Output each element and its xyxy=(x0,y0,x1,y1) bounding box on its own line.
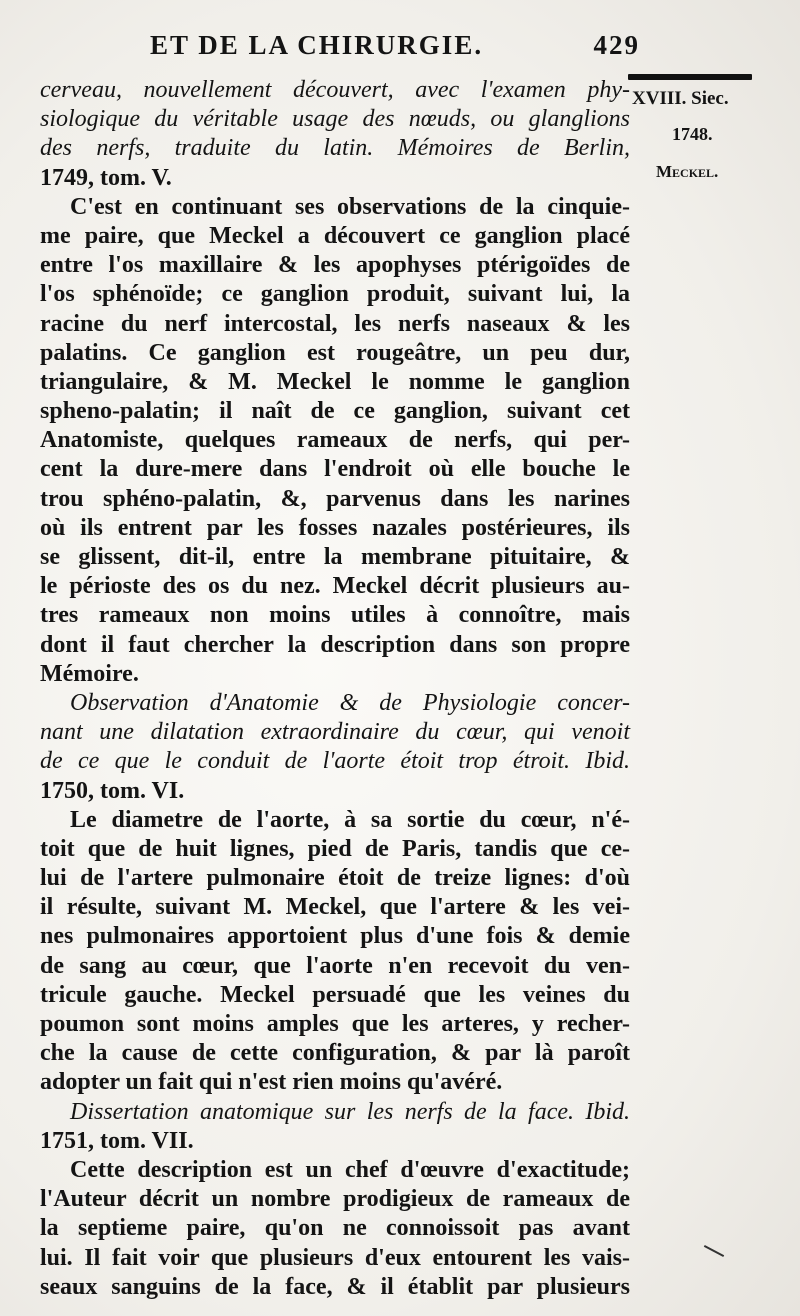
text-line: Anatomiste, quelques rameaux de nerfs, qui per- xyxy=(40,427,630,454)
margin-century: XVIII. Siec. xyxy=(632,88,729,109)
text-line: triangulaire, & M. Meckel le nomme le ganglion xyxy=(40,368,630,395)
text-line: où ils entrent par les fosses nazales postérieures, ils xyxy=(40,514,630,541)
text-line: de ce que le conduit de l'aorte étoit trop étroit. Ibid. xyxy=(40,748,630,775)
text-line: Mémoire. xyxy=(40,660,139,687)
text-line: nant une dilatation extraordinaire du cœur, qui venoit xyxy=(40,719,630,746)
text-line: tricule gauche. Meckel persuadé que les veines du xyxy=(40,981,630,1008)
text-line: racine du nerf intercostal, les nerfs naseaux & les xyxy=(40,310,630,337)
text-line: 1749, tom. V. xyxy=(40,164,172,191)
text-line: de sang au cœur, que l'aorte n'en recevoit du ven- xyxy=(40,952,630,979)
text-line: spheno-palatin; il naît de ce ganglion, suivant cet xyxy=(40,398,630,425)
text-line: palatins. Ce ganglion est rougeâtre, un peu dur, xyxy=(40,339,630,366)
text-line: siologique du véritable usage des nœuds, ou glanglions xyxy=(40,106,630,133)
text-line: l'os sphénoïde; ce ganglion produit, suivant lui, la xyxy=(40,281,630,308)
text-line: cent la dure-mere dans l'endroit où elle bouche le xyxy=(40,456,630,483)
margin-rule xyxy=(628,74,752,80)
text-line: entre l'os maxillaire & les apophyses ptérigoïdes de xyxy=(40,252,630,279)
text-line: Cette description est un chef d'œuvre d'exactitude; xyxy=(70,1156,630,1183)
page-number: 429 xyxy=(593,30,640,60)
text-line: poumon sont moins amples que les arteres, y recher- xyxy=(40,1011,630,1037)
text-line: toit que de huit lignes, pied de Paris, tandis que ce- xyxy=(40,835,630,862)
text-line: adopter un fait qui n'est rien moins qu'avéré. xyxy=(40,1069,503,1096)
text-line: des nerfs, traduite du latin. Mémoires de Berlin, xyxy=(40,135,630,162)
text-line: cerveau, nouvellement découvert, avec l'examen phy- xyxy=(40,77,630,103)
margin-author: Meckel. xyxy=(656,162,719,181)
text-line: dont il faut chercher la description dans son propre xyxy=(40,631,630,658)
text-line: la septieme paire, qu'on ne connoissoit pas avant xyxy=(40,1215,630,1242)
text-line: seaux sanguins de la face, & il établit par plusieurs xyxy=(40,1273,630,1300)
text-line: lui de l'artere pulmonaire étoit de treize lignes: d'où xyxy=(40,865,630,892)
text-line: le périoste des os du nez. Meckel décrit plusieurs au- xyxy=(40,573,630,600)
text-line: nes pulmonaires apportoient plus d'une fois & demie xyxy=(40,923,630,950)
running-title: ET DE LA CHIRURGIE. xyxy=(150,30,484,60)
text-line: Dissertation anatomique sur les nerfs de la face. Ibid. xyxy=(70,1098,630,1125)
text-line: che la cause de cette configuration, & par là paroît xyxy=(40,1040,630,1067)
text-line: me paire, que Meckel a découvert ce ganglion placé xyxy=(40,222,630,249)
text-line: C'est en continuant ses observations de la cinquie- xyxy=(70,193,630,220)
body-text xyxy=(40,76,630,1302)
text-line: 1751, tom. VII. xyxy=(40,1127,194,1154)
running-head xyxy=(150,30,640,64)
text-line: trou sphéno-palatin, &, parvenus dans les narines xyxy=(40,485,630,512)
text-line: tres rameaux non moins utiles à connoître, mais xyxy=(40,602,630,629)
margin-stroke xyxy=(704,1245,724,1257)
text-line: lui. Il fait voir que plusieurs d'eux entourent les vais- xyxy=(40,1244,630,1271)
text-line: 1750, tom. VI. xyxy=(40,777,185,804)
text-line: Le diametre de l'aorte, à sa sortie du cœur, n'é- xyxy=(70,806,630,833)
text-line: l'Auteur décrit un nombre prodigieux de rameaux de xyxy=(40,1186,630,1213)
margin-year: 1748. xyxy=(672,124,713,144)
text-line: Observation d'Anatomie & de Physiologie concer- xyxy=(70,689,630,716)
text-line: se glissent, dit-il, entre la membrane pituitaire, & xyxy=(40,544,630,570)
text-line: il résulte, suivant M. Meckel, que l'artere & les vei- xyxy=(40,894,630,921)
